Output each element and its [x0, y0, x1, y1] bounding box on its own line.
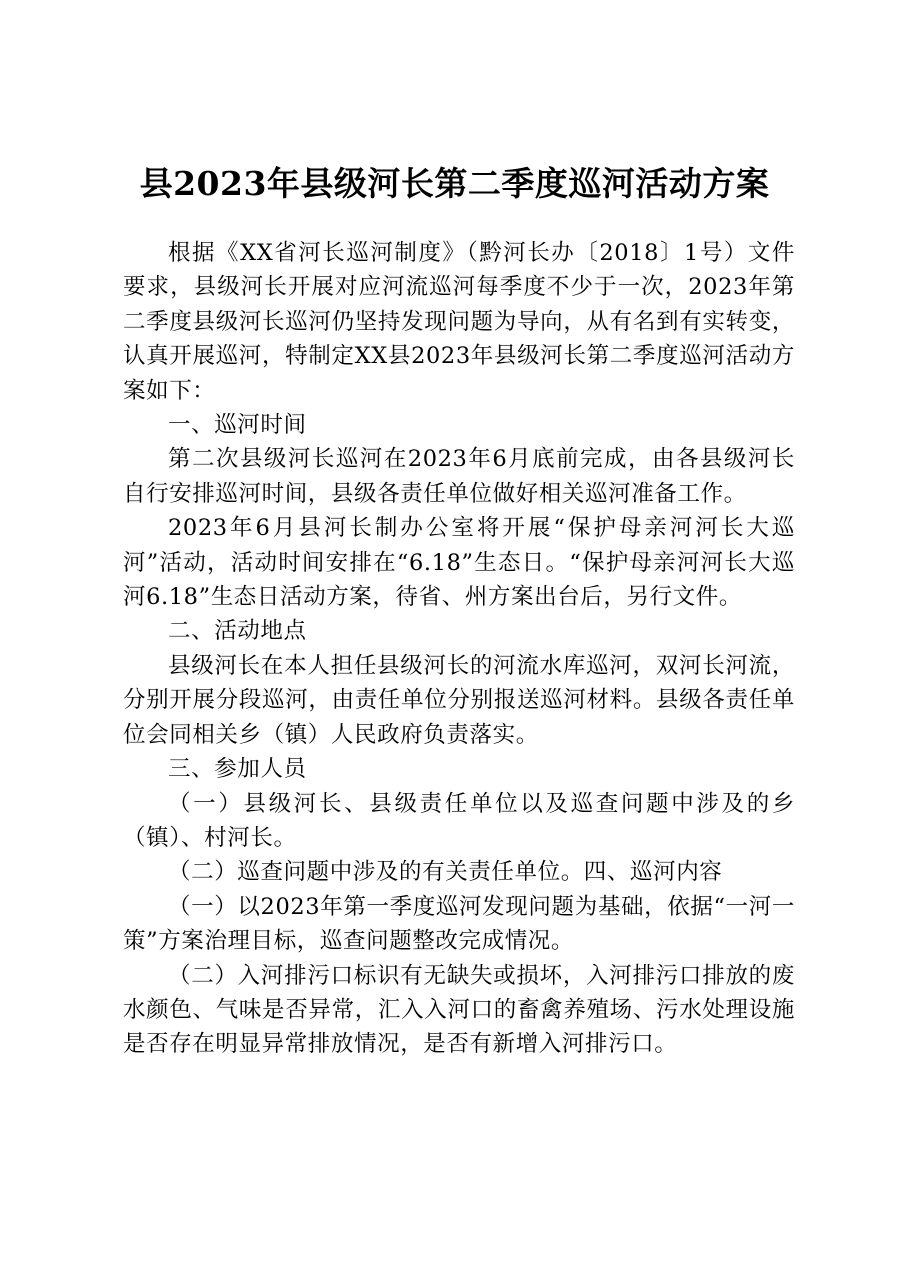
heading-patrol-time: 一、巡河时间 — [168, 412, 307, 439]
paragraph-content-2: （二）入河排污口标识有无缺失或损坏，入河排污口排放的废水颜色、气味是否异常，汇入入河口的畜禽养殖场、污水处理设施是否存在明显异常排放情况，是否有新增入河排污口。 — [123, 962, 795, 1058]
heading-participants: 三、参加人员 — [168, 756, 307, 783]
paragraph-participants-2: （二）巡查问题中涉及的有关责任单位。四、巡河内容 — [168, 859, 723, 886]
document-title: 县2023年县级河长第二季度巡河活动方案 — [139, 164, 770, 203]
paragraph-participants-1: （一）县级河长、县级责任单位以及巡查问题中涉及的乡（镇）、村河长。 — [123, 790, 795, 851]
document-body — [123, 236, 795, 1062]
paragraph-intro: 根据《XX省河长巡河制度》（黔河长办〔2018〕1号）文件要求，县级河长开展对应河流巡河每季度不少于一次，2023年第二季度县级河长巡河仍坚持发现问题为导向，从有名到有实转变，认真开展巡河，特制定XX县2023年县级河长第二季度巡河活动方案如下： — [123, 240, 795, 404]
paragraph-mother-river-activity: 2023年6月县河长制办公室将开展“保护母亲河河长大巡河”活动，活动时间安排在“6.18”生态日。“保护母亲河河长大巡河6.18”生态日活动方案，待省、州方案出台后，另行文件。 — [123, 515, 795, 611]
paragraph-patrol-time: 第二次县级河长巡河在2023年6月底前完成，由各县级河长自行安排巡河时间，县级各责任单位做好相关巡河准备工作。 — [123, 446, 795, 507]
heading-activity-location: 二、活动地点 — [168, 618, 307, 645]
paragraph-activity-location: 县级河长在本人担任县级河长的河流水库巡河，双河长河流，分别开展分段巡河，由责任单位分别报送巡河材料。县级各责任单位会同相关乡（镇）人民政府负责落实。 — [123, 652, 795, 748]
paragraph-content-1: （一）以2023年第一季度巡河发现问题为基础，依据“一河一策”方案治理目标，巡查问题整改完成情况。 — [123, 893, 795, 955]
